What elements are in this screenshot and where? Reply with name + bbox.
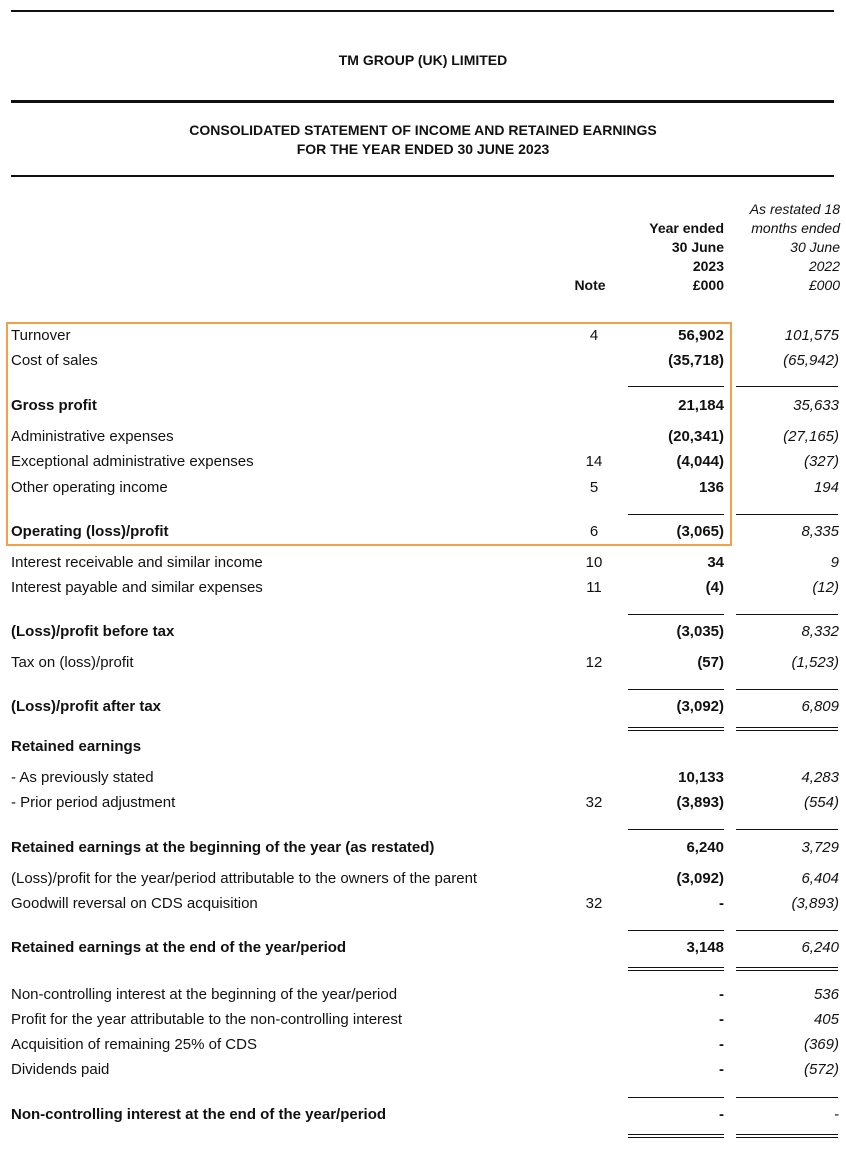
statement-title: CONSOLIDATED STATEMENT OF INCOME AND RETAINED EARNINGS [189, 122, 657, 138]
table-row: (Loss)/profit for the year/period attributable to the owners of the parent (3,092) 6,404 [11, 870, 839, 887]
prior-column-header: As restated 18 months ended 30 June 2022 £000 [749, 201, 840, 293]
table-row: Turnover 4 56,902 101,575 [11, 327, 839, 344]
table-row: Cost of sales (35,718) (65,942) [11, 352, 839, 369]
table-row: - Prior period adjustment 32 (3,893) (554) [11, 794, 839, 811]
current-column-header: Year ended 30 June 2023 £000 [649, 220, 724, 293]
statement-period: FOR THE YEAR ENDED 30 JUNE 2023 [296, 141, 550, 157]
table-row: Profit for the year attributable to the non-controlling interest - 405 [11, 1011, 839, 1028]
table-row: Non-controlling interest at the end of the year/period - - [11, 1106, 839, 1123]
table-row: - As previously stated 10,133 4,283 [11, 769, 839, 786]
company-name: TM GROUP (UK) LIMITED [338, 52, 508, 68]
table-row: (Loss)/profit before tax (3,035) 8,332 [11, 623, 839, 640]
table-row: Administrative expenses (20,341) (27,165) [11, 428, 839, 445]
table-row: Non-controlling interest at the beginning of the year/period - 536 [11, 986, 839, 1003]
table-row: Tax on (loss)/profit 12 (57) (1,523) [11, 654, 839, 671]
note-column-header: Note [574, 277, 606, 293]
table-row: (Loss)/profit after tax (3,092) 6,809 [11, 698, 839, 715]
top-rule [11, 10, 834, 12]
table-row: Other operating income 5 136 194 [11, 479, 839, 496]
table-row: Exceptional administrative expenses 14 (4,044) (327) [11, 453, 839, 470]
table-row: Retained earnings at the end of the year/period 3,148 6,240 [11, 939, 839, 956]
table-row: Operating (loss)/profit 6 (3,065) 8,335 [11, 523, 839, 540]
title-top-rule [11, 100, 834, 103]
table-row: Dividends paid - (572) [11, 1061, 839, 1078]
table-row: Goodwill reversal on CDS acquisition 32 - (3,893) [11, 895, 839, 912]
section-heading: Retained earnings [11, 738, 142, 755]
table-row: Interest receivable and similar income 10 34 9 [11, 554, 839, 571]
table-row: Interest payable and similar expenses 11 (4) (12) [11, 579, 839, 596]
table-row: Acquisition of remaining 25% of CDS - (369) [11, 1036, 839, 1053]
title-bottom-rule [11, 175, 834, 177]
table-row: Gross profit 21,184 35,633 [11, 397, 839, 414]
table-row: Retained earnings at the beginning of the year (as restated) 6,240 3,729 [11, 839, 839, 856]
